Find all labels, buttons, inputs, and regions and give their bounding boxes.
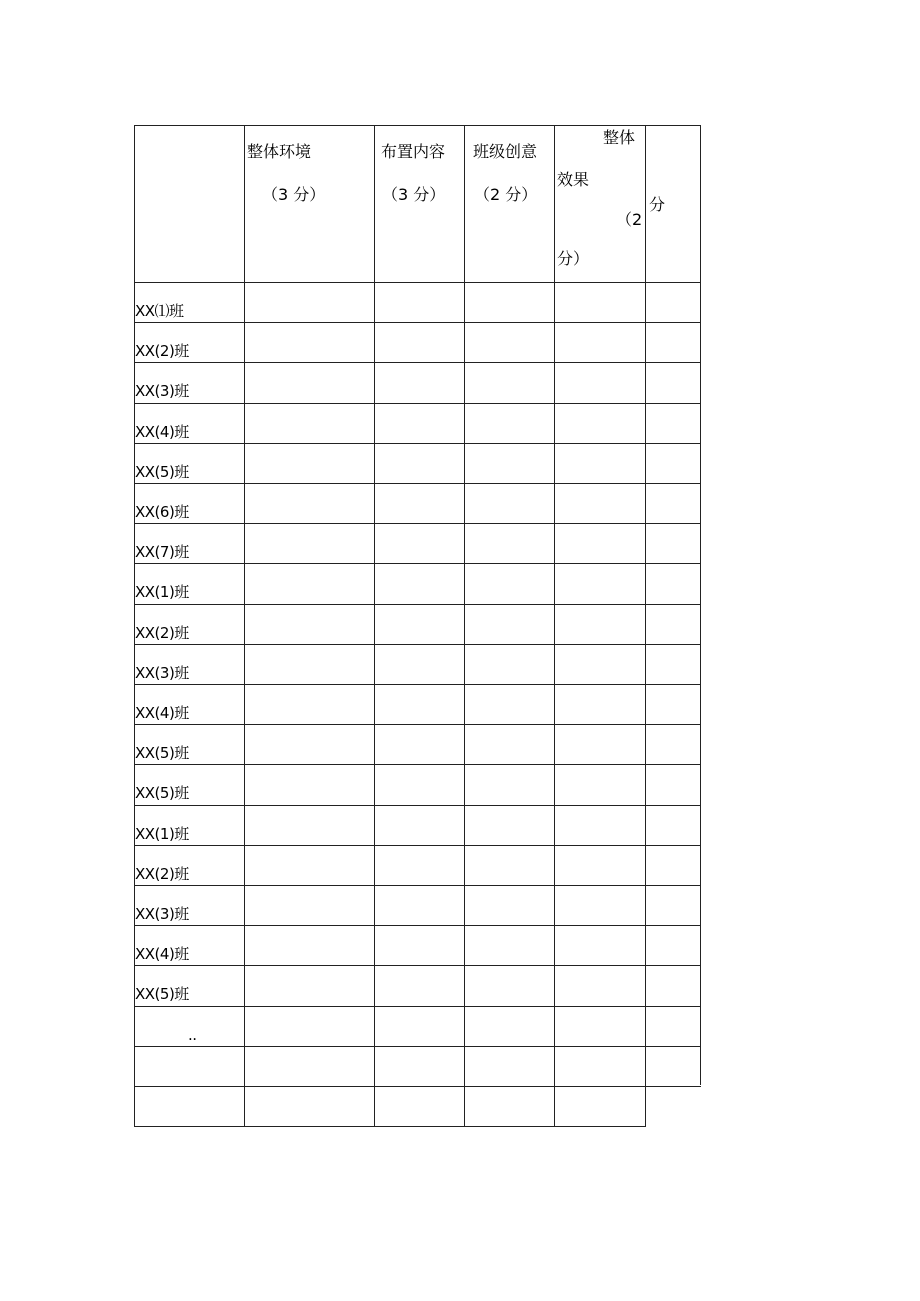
row-border xyxy=(134,885,701,886)
class-label: XX(3)班 xyxy=(135,664,189,682)
row-border xyxy=(134,1046,701,1047)
class-label: XX⑴班 xyxy=(135,302,184,320)
header-creative-title: 班级创意 xyxy=(473,142,538,161)
header-effect-line3: （2 xyxy=(616,210,643,229)
row-border xyxy=(134,483,701,484)
row-border xyxy=(134,604,701,605)
class-label: XX(5)班 xyxy=(135,985,189,1003)
header-content-points: （3 分） xyxy=(382,185,446,204)
header-bottom-border xyxy=(134,282,701,283)
header-env-points: （3 分） xyxy=(262,185,326,204)
row-border xyxy=(134,965,701,966)
col-line-3 xyxy=(464,125,465,1127)
row-border xyxy=(134,523,701,524)
class-label: XX(1)班 xyxy=(135,583,189,601)
class-label: XX(6)班 xyxy=(135,503,189,521)
row-border xyxy=(134,1086,701,1087)
class-label: XX(4)班 xyxy=(135,423,189,441)
col-line-4 xyxy=(554,125,555,1127)
table-top-border xyxy=(134,125,701,126)
row-border xyxy=(134,322,701,323)
row-border xyxy=(134,563,701,564)
row-border xyxy=(134,443,701,444)
row-border xyxy=(134,724,701,725)
row-border xyxy=(134,764,701,765)
class-label: XX(5)班 xyxy=(135,463,189,481)
class-label: XX(5)班 xyxy=(135,784,189,802)
class-label: XX(1)班 xyxy=(135,825,189,843)
header-effect-line1: 整体 xyxy=(603,128,636,147)
col-line-6 xyxy=(700,125,701,1085)
row-border xyxy=(134,845,701,846)
class-label: XX(4)班 xyxy=(135,945,189,963)
col-line-2 xyxy=(374,125,375,1127)
class-label: XX(5)班 xyxy=(135,744,189,762)
row-border xyxy=(134,644,701,645)
header-env-title: 整体环境 xyxy=(247,142,312,161)
row-border xyxy=(134,805,701,806)
class-label: XX(2)班 xyxy=(135,342,189,360)
header-effect-line4: 分） xyxy=(557,249,590,268)
row-border xyxy=(134,362,701,363)
col-line-1 xyxy=(244,125,245,1127)
row-border xyxy=(134,403,701,404)
class-label: XX(7)班 xyxy=(135,543,189,561)
header-creative-points: （2 分） xyxy=(474,185,538,204)
class-label: XX(2)班 xyxy=(135,865,189,883)
class-label: XX(2)班 xyxy=(135,624,189,642)
row-border xyxy=(134,684,701,685)
row-border xyxy=(134,1126,646,1127)
header-effect-line2: 效果 xyxy=(557,170,590,189)
row-border xyxy=(134,925,701,926)
header-content-title: 布置内容 xyxy=(381,142,446,161)
row-border xyxy=(134,1006,701,1007)
class-label: XX(3)班 xyxy=(135,382,189,400)
col-line-5 xyxy=(645,125,646,1127)
header-total: 分 xyxy=(649,195,666,214)
class-label: .. xyxy=(188,1026,197,1044)
class-label: XX(4)班 xyxy=(135,704,189,722)
class-label: XX(3)班 xyxy=(135,905,189,923)
